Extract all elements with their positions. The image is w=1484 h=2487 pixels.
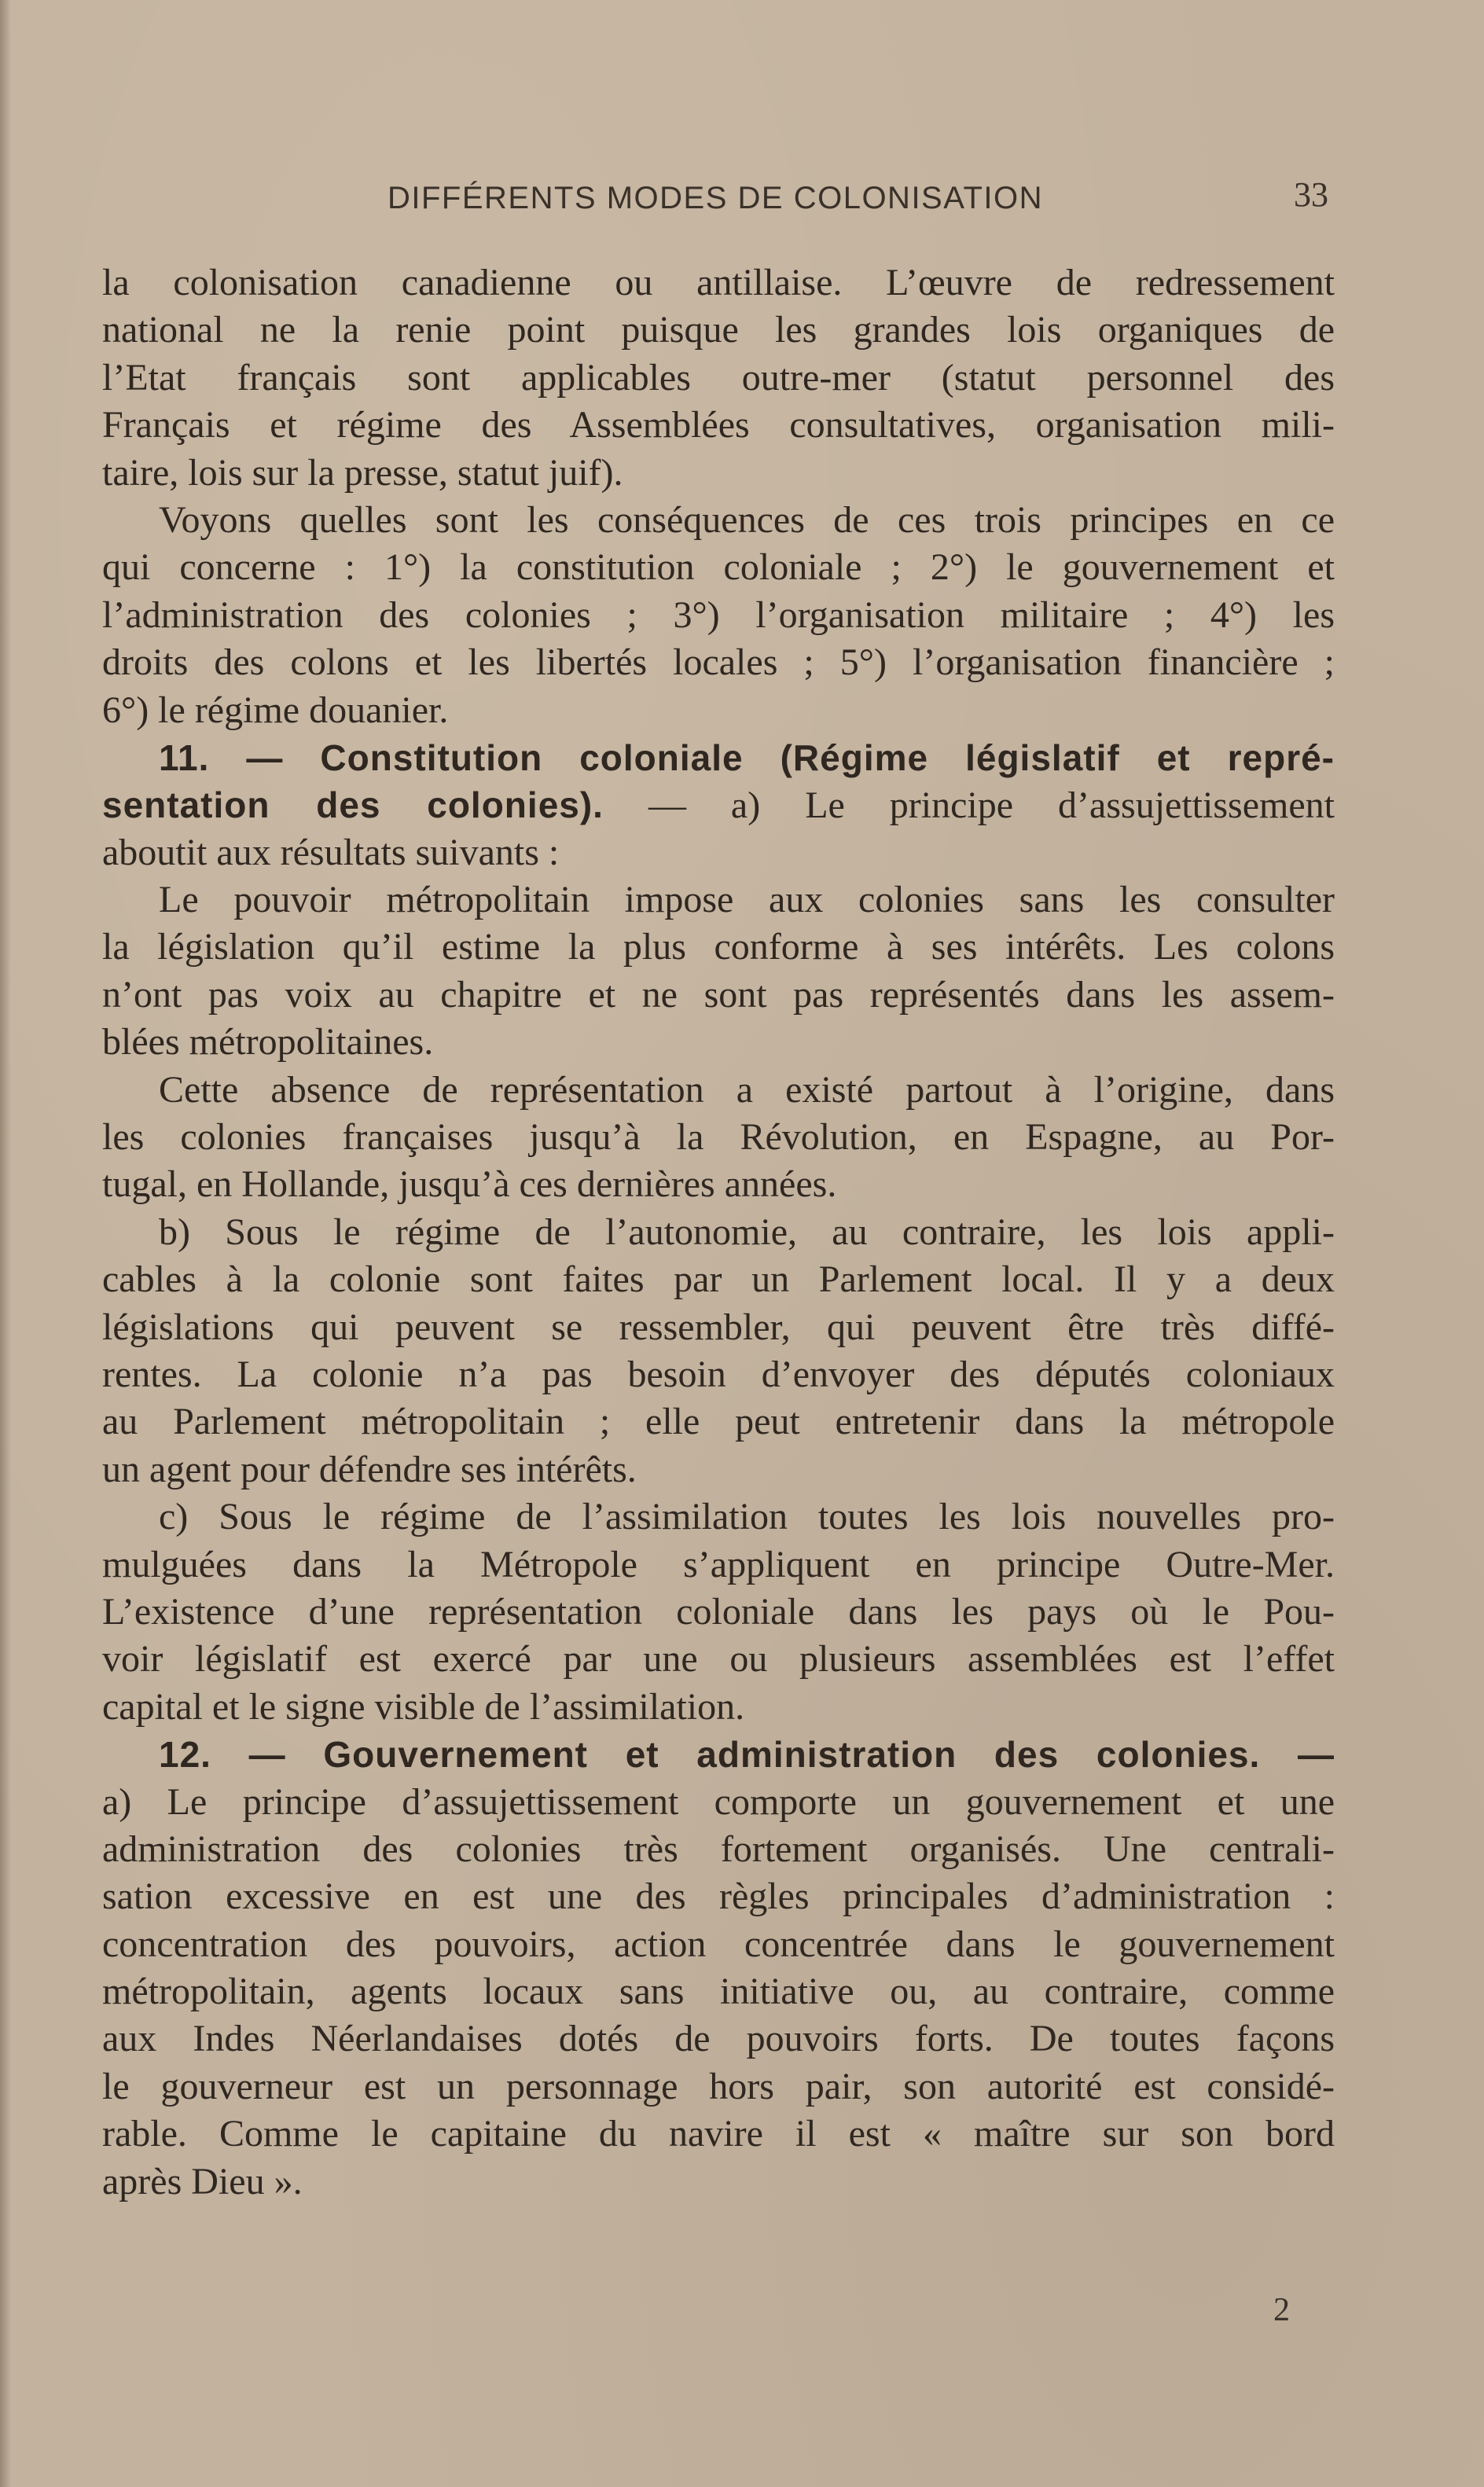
text-line: b) Sous le régime de l’autonomie, au contraire, les lois appli- bbox=[159, 1210, 1335, 1253]
text-line: rable. Comme le capitaine du navire il est « maître sur son bord bbox=[102, 2113, 1335, 2155]
printer-signature-mark: 2 bbox=[1273, 2292, 1290, 2328]
text-line: qui concerne : 1°) la constitution coloniale ; 2°) le gouvernement et bbox=[102, 546, 1335, 589]
text-line: n’ont pas voix au chapitre et ne sont pas représentés dans les assem- bbox=[102, 973, 1335, 1016]
text-line: le gouverneur est un personnage hors pair, son autorité est considé- bbox=[102, 2065, 1335, 2107]
text-line: un agent pour défendre ses intérêts. bbox=[102, 1448, 637, 1490]
text-line: législations qui peuvent se ressembler, qui peuvent être très diffé- bbox=[102, 1306, 1335, 1348]
text-line: droits des colons et les libertés locales ; 5°) l’organisation financière ; bbox=[102, 641, 1335, 684]
text-line: national ne la renie point puisque les grandes lois organiques de bbox=[102, 309, 1335, 351]
text-line: Voyons quelles sont les conséquences de ces trois principes en ce bbox=[159, 498, 1335, 541]
text-line: sation excessive en est une des règles principales d’administration : bbox=[102, 1875, 1335, 1918]
text-line: les colonies françaises jusqu’à la Révolution, en Espagne, au Por- bbox=[102, 1116, 1335, 1159]
text-line: voir législatif est exercé par une ou plusieurs assemblées est l’effet bbox=[102, 1638, 1335, 1681]
text-line: mulguées dans la Métropole s’appliquent en principe Outre-Mer. bbox=[102, 1543, 1335, 1585]
text-line: au Parlement métropolitain ; elle peut entretenir dans la métropole bbox=[102, 1401, 1335, 1443]
heading-continuation-text: — a) Le principe d’assujettissement bbox=[603, 784, 1335, 827]
text-line: la législation qu’il estime la plus conforme à ses intérêts. Les colons bbox=[102, 926, 1335, 968]
text-line: après Dieu ». bbox=[102, 2160, 303, 2202]
section-heading-line bbox=[102, 781, 1335, 828]
section-heading-line bbox=[102, 1731, 1335, 1778]
section-heading: 11. — Constitution coloniale (Régime législatif et repré- bbox=[159, 737, 1335, 778]
text-line: blées métropolitaines. bbox=[102, 1021, 434, 1063]
page-edge-shadow bbox=[0, 0, 11, 2487]
text-line: aux Indes Néerlandaises dotés de pouvoirs forts. De toutes façons bbox=[102, 2018, 1335, 2060]
text-line: l’administration des colonies ; 3°) l’organisation militaire ; 4°) les bbox=[102, 593, 1335, 636]
text-line: Français et régime des Assemblées consultatives, organisation mili- bbox=[102, 404, 1335, 446]
section-heading: 12. — Gouvernement et administration des colonies. — bbox=[159, 1734, 1335, 1776]
text-line: capital et le signe visible de l’assimilation. bbox=[102, 1685, 745, 1728]
text-line: aboutit aux résultats suivants : bbox=[102, 831, 560, 873]
text-line: L’existence d’une représentation coloniale dans les pays où le Pou- bbox=[102, 1590, 1335, 1633]
text-line: tugal, en Hollande, jusqu’à ces dernières années. bbox=[102, 1163, 837, 1206]
text-line: l’Etat français sont applicables outre-mer (statut personnel des bbox=[102, 356, 1335, 399]
section-heading-line bbox=[102, 734, 1335, 781]
page-header bbox=[102, 174, 1328, 230]
text-line: métropolitain, agents locaux sans initiative ou, au contraire, comme bbox=[102, 1971, 1335, 2013]
section-heading: sentation des colonies). bbox=[102, 784, 604, 826]
text-line: taire, lois sur la presse, statut juif). bbox=[102, 451, 623, 494]
text-line: Le pouvoir métropolitain impose aux colonies sans les consulter bbox=[159, 879, 1335, 921]
text-line: la colonisation canadienne ou antillaise. L’œuvre de redressement bbox=[102, 262, 1335, 303]
text-line: administration des colonies très fortement organisés. Une centrali- bbox=[102, 1828, 1335, 1870]
text-line: rentes. La colonie n’a pas besoin d’envoyer des députés coloniaux bbox=[102, 1353, 1335, 1395]
running-title: DIFFÉRENTS MODES DE COLONISATION bbox=[388, 181, 1043, 215]
page-number: 33 bbox=[1294, 175, 1328, 214]
body-text bbox=[102, 259, 1335, 2206]
text-line: c) Sous le régime de l’assimilation toutes les lois nouvelles pro- bbox=[159, 1496, 1335, 1538]
text-line: a) Le principe d’assujettissement comporte un gouvernement et une bbox=[102, 1780, 1335, 1823]
text-line: concentration des pouvoirs, action concentrée dans le gouvernement bbox=[102, 1923, 1335, 1965]
text-line: cables à la colonie sont faites par un Parlement local. Il y a deux bbox=[102, 1258, 1335, 1301]
text-line: 6°) le régime douanier. bbox=[102, 689, 449, 731]
text-line: Cette absence de représentation a existé partout à l’origine, dans bbox=[159, 1068, 1335, 1111]
